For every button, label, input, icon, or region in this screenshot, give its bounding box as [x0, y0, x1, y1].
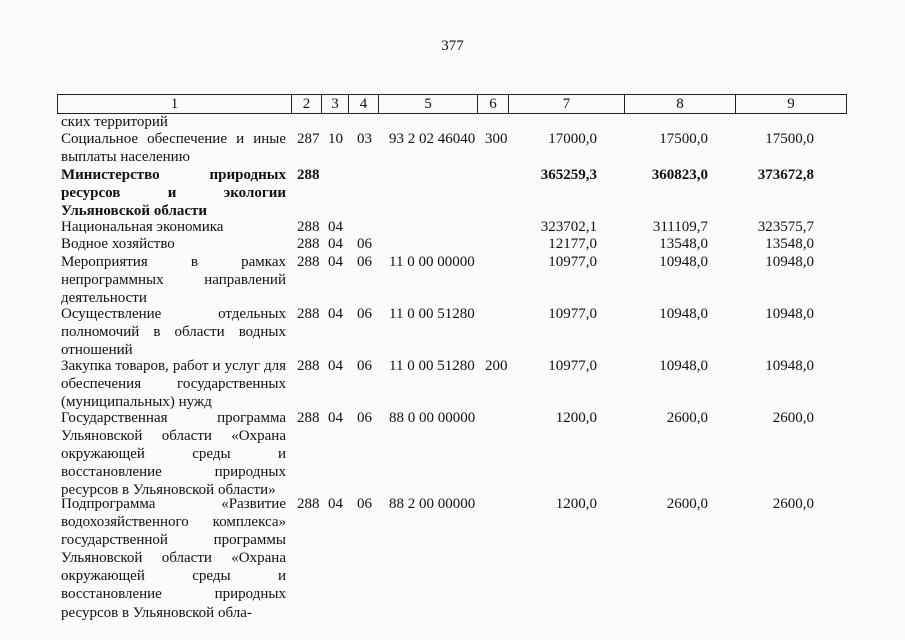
- row-name: ских территорий: [61, 114, 168, 130]
- col-6: 300: [485, 131, 508, 147]
- header-col-4: 4: [349, 95, 379, 114]
- row-name: Национальная экономика: [61, 219, 224, 235]
- col-5: 11 0 00 51280: [389, 306, 475, 322]
- col-2: 288: [297, 219, 320, 235]
- col-3: 04: [328, 254, 343, 270]
- col-9: 10948,0: [765, 254, 814, 270]
- col-4: 06: [357, 306, 372, 322]
- table-header: [57, 94, 847, 114]
- col-7: 1200,0: [555, 410, 597, 426]
- col-7: 365259,3: [540, 167, 597, 183]
- col-5: 11 0 00 00000: [389, 254, 475, 270]
- col-7: 10977,0: [548, 306, 597, 322]
- col-2: 288: [297, 236, 320, 252]
- col-8: 2600,0: [666, 496, 708, 512]
- col-8: 10948,0: [659, 306, 708, 322]
- col-2: 288: [297, 254, 320, 270]
- col-2: 287: [297, 131, 320, 147]
- header-col-6: 6: [478, 95, 509, 114]
- col-3: 04: [328, 236, 343, 252]
- col-9: 10948,0: [765, 358, 814, 374]
- col-7: 10977,0: [548, 358, 597, 374]
- col-3: 04: [328, 219, 343, 235]
- col-3: 04: [328, 358, 343, 374]
- col-7: 17000,0: [548, 131, 597, 147]
- col-2: 288: [297, 410, 320, 426]
- col-5: 88 0 00 00000: [389, 410, 476, 426]
- col-4: 06: [357, 496, 372, 512]
- col-2: 288: [297, 167, 320, 183]
- col-8: 311109,7: [652, 219, 708, 235]
- col-9: 323575,7: [757, 219, 814, 235]
- col-4: 06: [357, 236, 372, 252]
- col-9: 2600,0: [772, 410, 814, 426]
- col-2: 288: [297, 358, 320, 374]
- row-name: Подпрограмма «Развитие водохозяйственного комплекса» государственной программы Ульяновской области «Охрана окружающей среды и восстановление природных ресурсов в Ульяновской обла-: [61, 496, 286, 621]
- col-6: 200: [485, 358, 508, 374]
- header-col-2: 2: [292, 95, 322, 114]
- row-name: Социальное обеспечение и иные выплаты населению: [61, 131, 286, 166]
- col-7: 1200,0: [555, 496, 597, 512]
- row-name: Министерство природных ресурсов и экологии Ульяновской области: [61, 167, 286, 220]
- col-4: 06: [357, 254, 372, 270]
- col-8: 17500,0: [659, 131, 708, 147]
- header-col-1: 1: [58, 95, 292, 114]
- row-name: Закупка товаров, работ и услуг для обеспечения государственных (муниципальных) нужд: [61, 358, 286, 411]
- col-7: 323702,1: [540, 219, 597, 235]
- col-9: 2600,0: [772, 496, 814, 512]
- row-name: Водное хозяйство: [61, 236, 175, 252]
- col-2: 288: [297, 306, 320, 322]
- col-8: 2600,0: [666, 410, 708, 426]
- col-5: 11 0 00 51280: [389, 358, 475, 374]
- col-7: 10977,0: [548, 254, 597, 270]
- row-name: Осуществление отдельных полномочий в области водных отношений: [61, 306, 286, 359]
- col-9: 10948,0: [765, 306, 814, 322]
- row-name: Мероприятия в рамках непрограммных направлений деятельности: [61, 254, 286, 307]
- header-col-5: 5: [379, 95, 478, 114]
- header-col-9: 9: [736, 95, 847, 114]
- page-number: 377: [441, 38, 464, 54]
- col-8: 13548,0: [659, 236, 708, 252]
- col-9: 17500,0: [765, 131, 814, 147]
- col-5: 93 2 02 46040: [389, 131, 476, 147]
- col-9: 373672,8: [757, 167, 814, 183]
- col-5: 88 2 00 00000: [389, 496, 476, 512]
- col-4: 06: [357, 358, 372, 374]
- col-7: 12177,0: [548, 236, 597, 252]
- col-4: 06: [357, 410, 372, 426]
- col-3: 10: [328, 131, 343, 147]
- header-col-8: 8: [625, 95, 736, 114]
- header-col-7: 7: [509, 95, 625, 114]
- col-2: 288: [297, 496, 320, 512]
- col-8: 360823,0: [651, 167, 708, 183]
- col-4: 03: [357, 131, 372, 147]
- col-3: 04: [328, 496, 343, 512]
- col-9: 13548,0: [765, 236, 814, 252]
- header-col-3: 3: [322, 95, 349, 114]
- col-8: 10948,0: [659, 254, 708, 270]
- col-3: 04: [328, 410, 343, 426]
- col-3: 04: [328, 306, 343, 322]
- col-8: 10948,0: [659, 358, 708, 374]
- row-name: Государственная программа Ульяновской области «Охрана окружающей среды и восстановление природных ресурсов в Ульяновской области»: [61, 410, 286, 499]
